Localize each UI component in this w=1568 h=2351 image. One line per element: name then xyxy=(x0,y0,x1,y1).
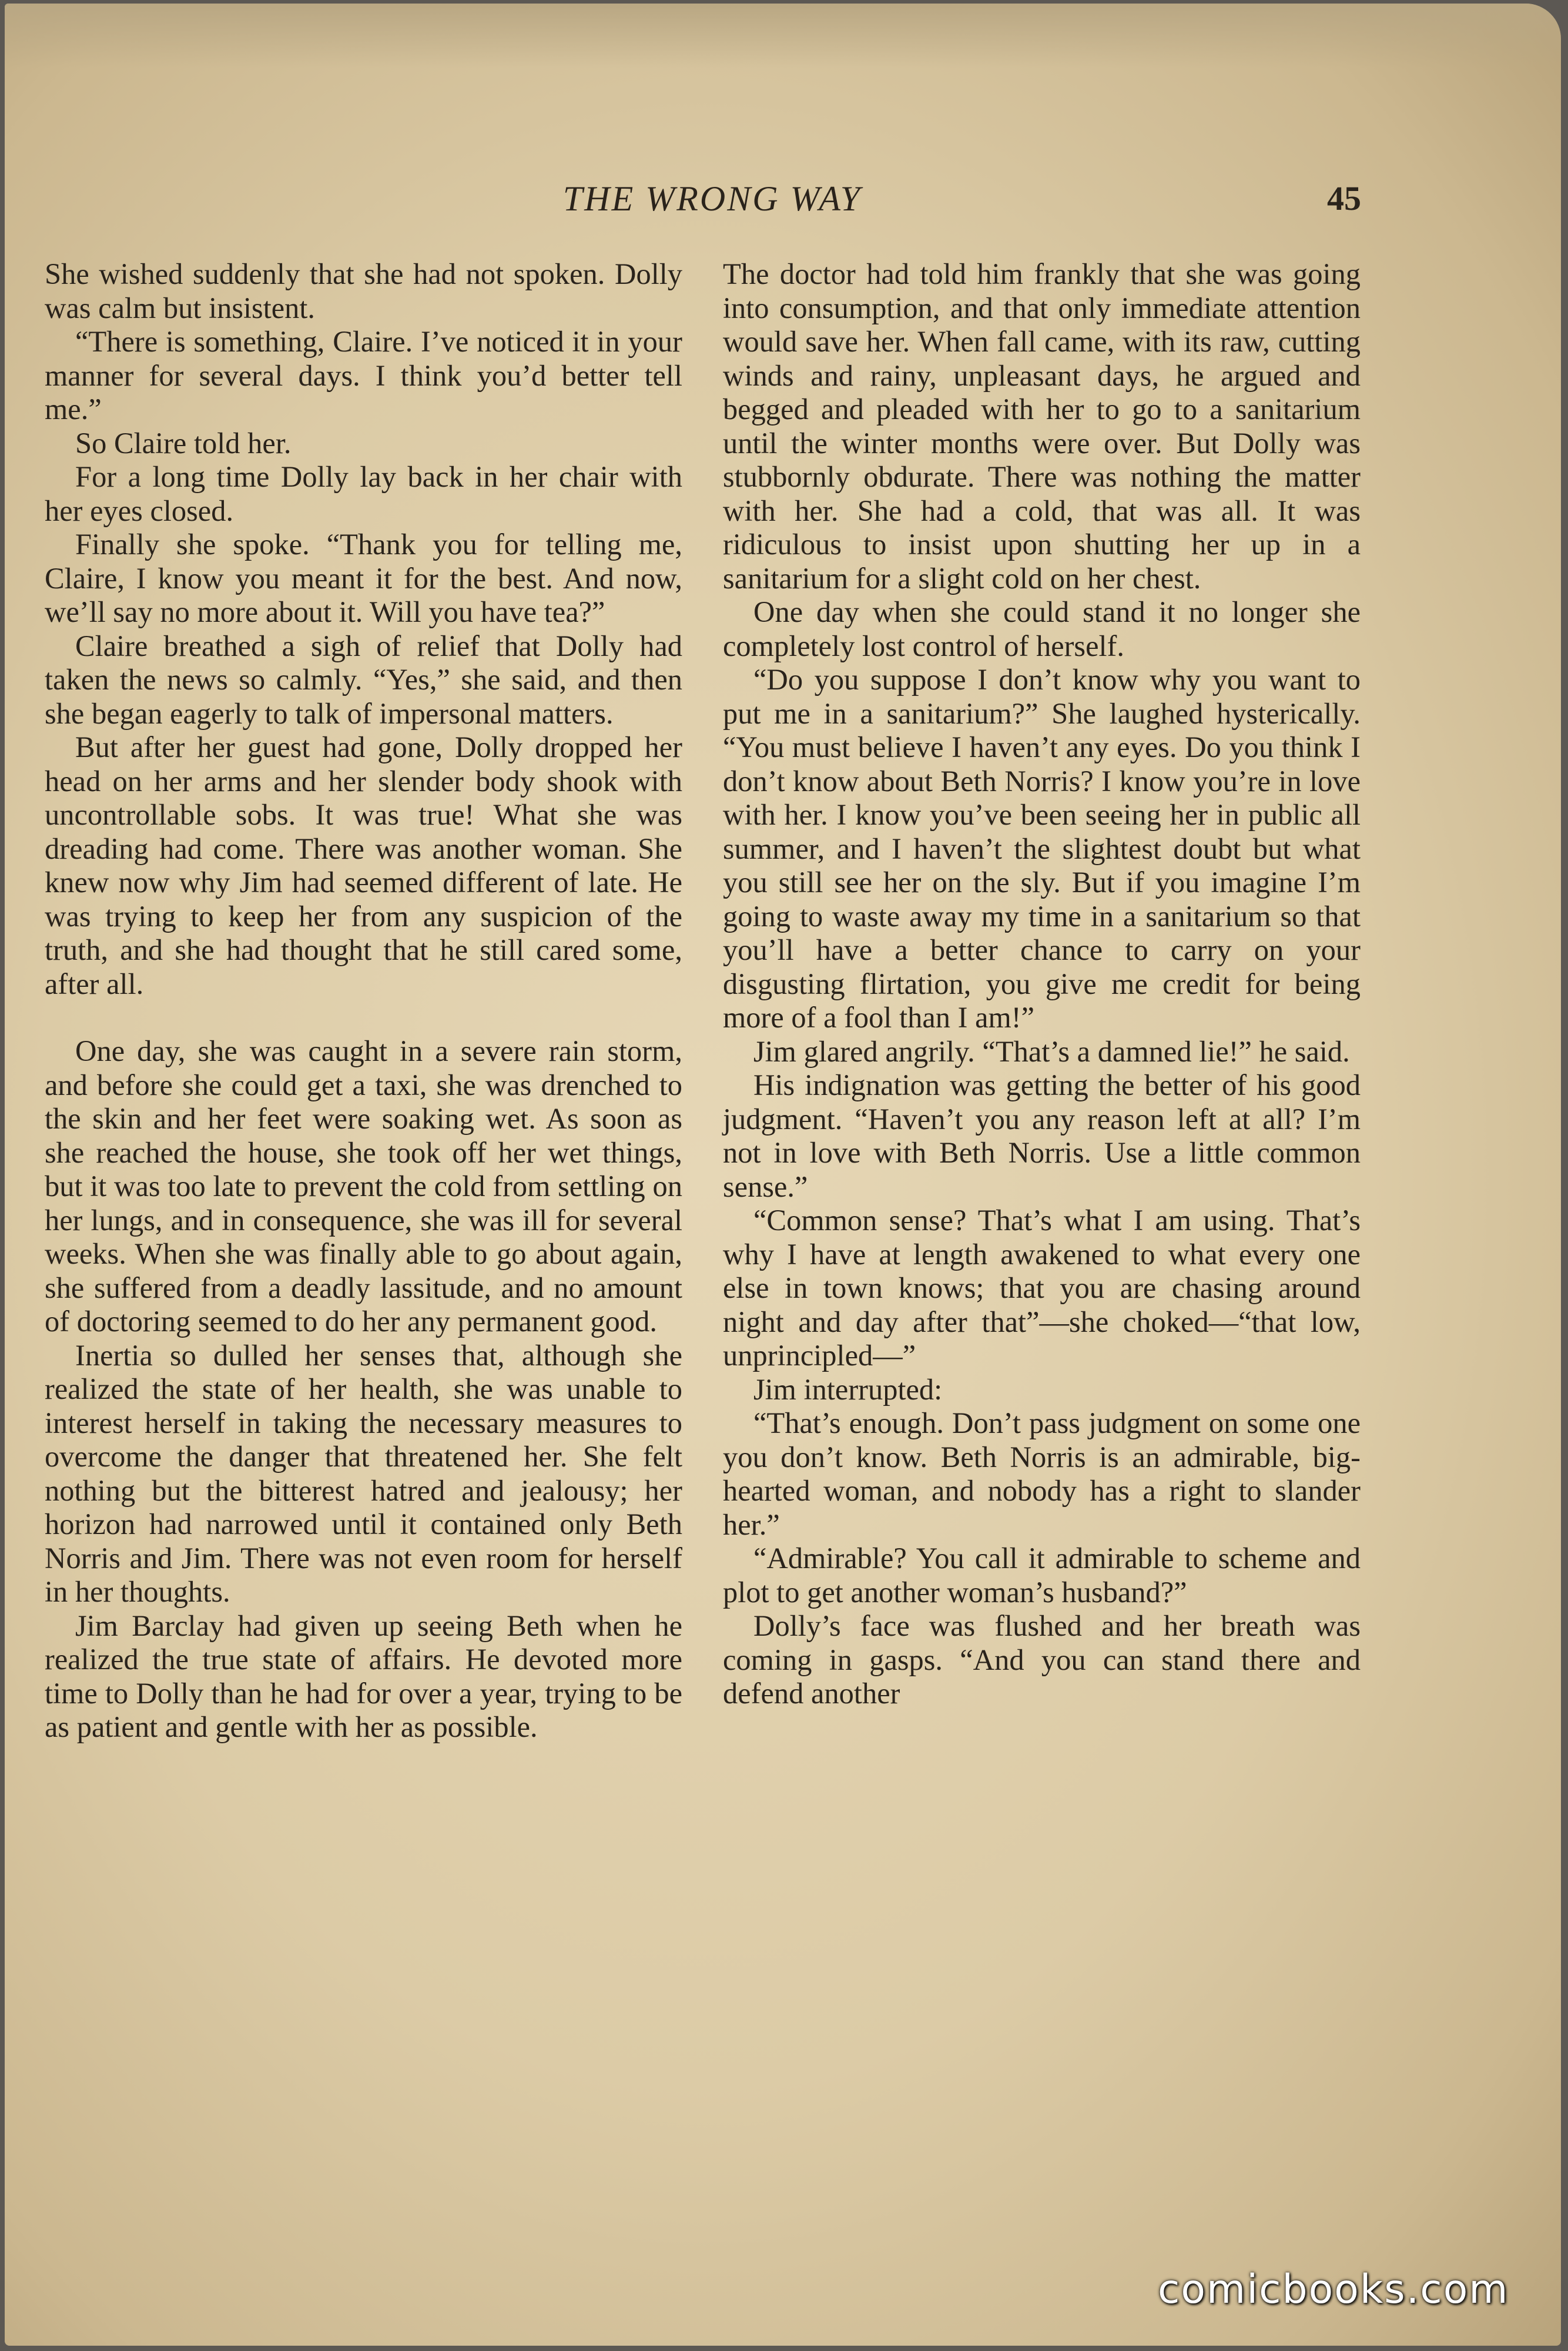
paragraph: So Claire told her. xyxy=(75,426,292,460)
paragraph: Claire breathed a sigh of relief that Dolly had taken the news so calmly. “Yes,” she said, and then she began eagerly to talk of impersonal matters. xyxy=(45,629,682,730)
paragraph: The doctor had told him frankly that she was going into consumption, and that only immediate attention would save her. When fall came, with its raw, cutting winds and rainy, unpleasant days, he argued and begged and pleaded with her to go to a sanitarium until the winter months were over. But Dolly was stubbornly obdurate. There was nothing the matter with her. She had a cold, that was all. It was ridiculous to insist upon shutting her up in a sanitarium for a slight cold on her chest. xyxy=(723,257,1361,595)
paragraph: One day when she could stand it no longer she completely lost control of herself. xyxy=(723,595,1361,662)
paragraph: Jim Barclay had given up seeing Beth when he realized the true state of affairs. He devoted more time to Dolly than he had for over a year, trying to be as patient and gentle with her as possible. xyxy=(45,1609,682,1743)
page-number: 45 xyxy=(1327,179,1361,217)
paragraph: She wished suddenly that she had not spoken. Dolly was calm but insistent. xyxy=(45,257,682,324)
paragraph: Jim glared angrily. “That’s a damned lie!” he said. xyxy=(753,1034,1350,1068)
paragraph: Finally she spoke. “Thank you for telling me, Claire, I know you meant it for the best. And now, we’ll say no more about it. Will you have tea?” xyxy=(45,528,682,628)
paragraph: Dolly’s face was flushed and her breath was coming in gasps. “And you can stand there and defend another xyxy=(723,1609,1361,1710)
watermark: comicbooks.com xyxy=(1158,2266,1509,2313)
paragraph: Jim interrupted: xyxy=(753,1372,943,1406)
magazine-page xyxy=(5,4,1561,2346)
paragraph: “That’s enough. Don’t pass judgment on some one you don’t know. Beth Norris is an admirable, big-hearted woman, and nobody has a right to slander her.” xyxy=(723,1406,1361,1541)
paragraph: “Common sense? That’s what I am using. That’s why I have at length awakened to what every one else in town knows; that you are chasing around night and day after that”—she choked—“that low, unprincipled—” xyxy=(723,1204,1361,1372)
paragraph: Inertia so dulled her senses that, although she realized the state of her health, she was unable to interest herself in taking the necessary measures to overcome the danger that threatened her. She felt nothing but the bitterest hatred and jealousy; her horizon had narrowed until it contained only Beth Norris and Jim. There was not even room for herself in her thoughts. xyxy=(45,1338,682,1608)
paragraph: One day, she was caught in a severe rain storm, and before she could get a taxi, she was drenched to the skin and her feet were soaking wet. As soon as she reached the house, she took off her wet things, but it was too late to prevent the cold from settling on her lungs, and in consequence, she was ill for several weeks. When she was finally able to go about again, she suffered from a deadly lassitude, and no amount of doctoring seemed to do her any permanent good. xyxy=(45,1034,682,1338)
left-column xyxy=(45,257,682,1744)
paragraph: His indignation was getting the better of his good judgment. “Haven’t you any reason left at all? I’m not in love with Beth Norris. Use a little common sense.” xyxy=(723,1069,1361,1203)
right-column xyxy=(723,257,1361,1711)
running-title: THE WRONG WAY xyxy=(562,179,862,218)
paragraph: For a long time Dolly lay back in her chair with her eyes closed. xyxy=(45,460,682,527)
paragraph: “Do you suppose I don’t know why you want to put me in a sanitarium?” She laughed hysterically. “You must believe I haven’t any eyes. Do you think I don’t know about Beth Norris? I know you’re in love with her. I know you’ve been seeing her in public all summer, and I haven’t the slightest doubt but what you still see her on the sly. But if you imagine I’m going to waste away my time in a sanitarium so that you’ll have a better chance to carry on your disgusting flirtation, you give me credit for being more of a fool than I am!” xyxy=(723,663,1361,1034)
paragraph: “Admirable? You call it admirable to scheme and plot to get another woman’s husband?” xyxy=(723,1542,1361,1609)
paragraph: “There is something, Claire. I’ve noticed it in your manner for several days. I think you’d better tell me.” xyxy=(45,325,682,426)
paragraph: But after her guest had gone, Dolly dropped her head on her arms and her slender body shook with uncontrollable sobs. It was true! What she was dreading had come. There was another woman. She knew now why Jim had seemed different of late. He was trying to keep her from any suspicion of the truth, and she had thought that he still cared some, after all. xyxy=(45,731,682,1000)
